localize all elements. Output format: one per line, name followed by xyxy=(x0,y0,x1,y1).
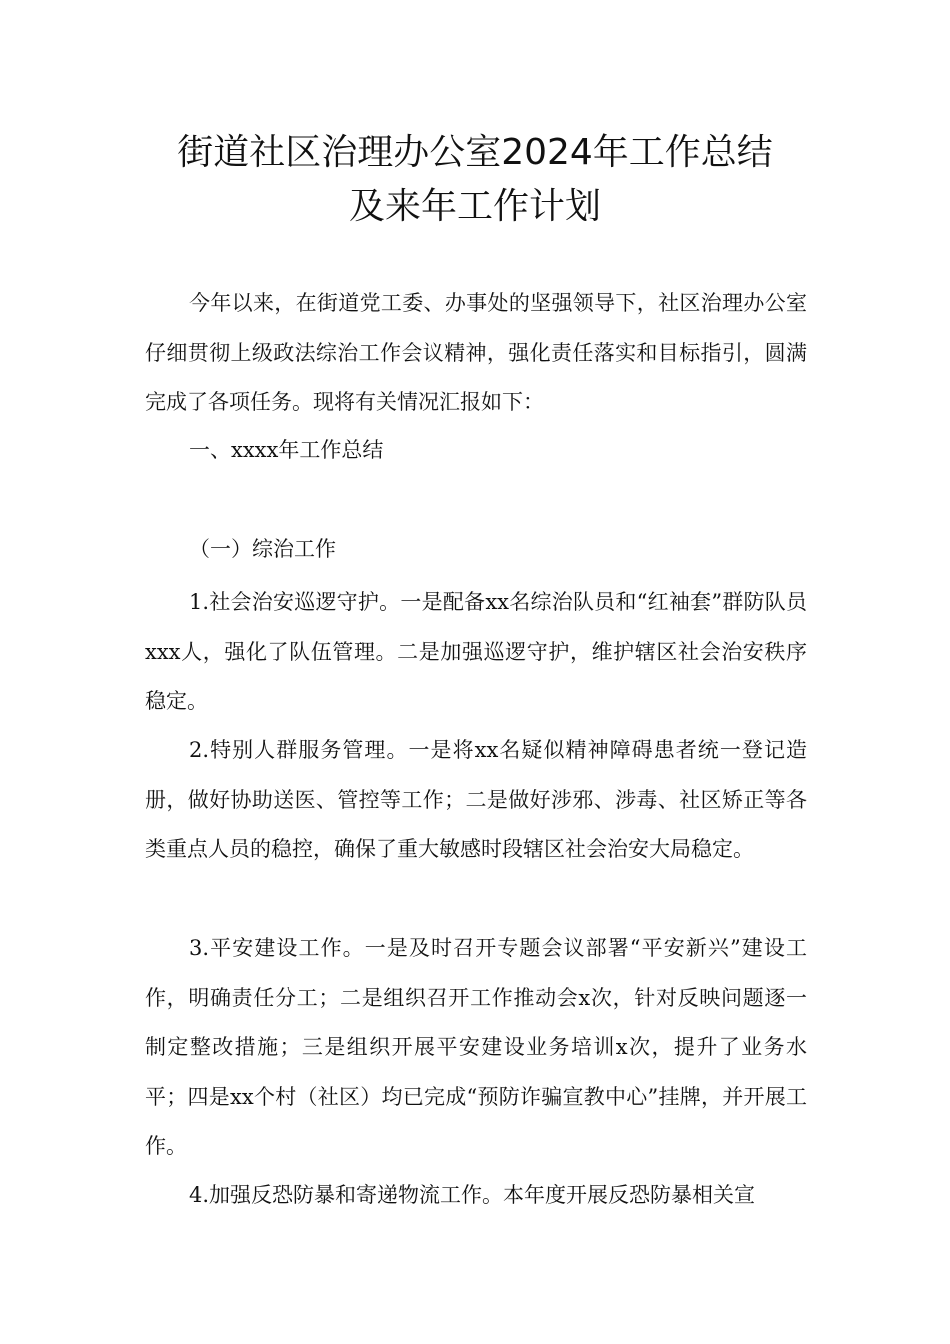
subsection-heading-zongzhi: （一）综治工作 xyxy=(189,537,336,561)
document-title xyxy=(120,126,830,234)
item-paragraph-2: 2.特别人群服务管理。一是将xx名疑似精神障碍患者统一登记造册，做好协助送医、管控等工作；二是做好涉邪、涉毒、社区矫正等各类重点人员的稳控，确保了重大敏感时段辖区社会治安大局稳定。 xyxy=(145,738,807,861)
section-heading-summary: 一、xxxx年工作总结 xyxy=(189,438,384,462)
title-line-2: 及来年工作计划 xyxy=(348,186,601,227)
item-paragraph-1: 1.社会治安巡逻守护。一是配备xx名综治队员和“红袖套”群防队员xxx人，强化了队伍管理。二是加强巡逻守护，维护辖区社会治安秩序稳定。 xyxy=(145,590,807,713)
title-line-1: 街道社区治理办公室2024年工作总结 xyxy=(177,132,773,173)
item-paragraph-4: 4.加强反恐防暴和寄递物流工作。本年度开展反恐防暴相关宣 xyxy=(189,1183,756,1207)
item-paragraph-3: 3.平安建设工作。一是及时召开专题会议部署“平安新兴”建设工作，明确责任分工；二是组织召开工作推动会x次，针对反映问题逐一制定整改措施；三是组织开展平安建设业务培训x次，提升了业务水平；四是xx个村（社区）均已完成“预防诈骗宣教中心”挂牌，并开展工作。 xyxy=(145,936,807,1158)
intro-paragraph: 今年以来，在街道党工委、办事处的坚强领导下，社区治理办公室仔细贯彻上级政法综治工作会议精神，强化责任落实和目标指引，圆满完成了各项任务。现将有关情况汇报如下： xyxy=(145,291,807,414)
